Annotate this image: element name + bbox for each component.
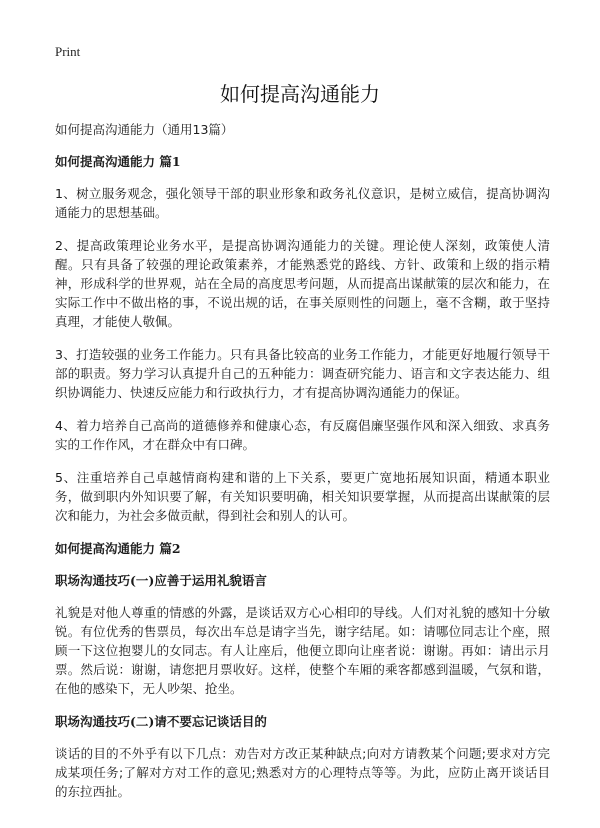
- paragraph: 礼貌是对他人尊重的情感的外露，是谈话双方心心相印的导线。人们对礼貌的感知十分敏锐。有位优秀的售票员，每次出车总是请字当先，谢字结尾。如：请哪位同志让个座，照顾一下这位抱婴儿的女同志。有人让座后，他便立即向让座者说：谢谢。再如：请出示月票。然后说：谢谢，请您把月票收好。这样，使整个车厢的乘客都感到温暖，气氛和谐，在他的感染下，无人吵架、抢坐。: [55, 605, 550, 696]
- print-link[interactable]: Print: [55, 44, 81, 59]
- document-body: [55, 120, 550, 815]
- section-heading: 如何提高沟通能力 篇1: [55, 154, 181, 169]
- paragraph: 5、注重培养自己卓越情商构建和谐的上下关系，要更广宽地拓展知识面，精通本职业务，做到职内外知识要了解，有关知识要明确，相关知识要掌握，从而提高出谋献策的层次和能力，为社会多做贡献，得到社会和别人的认可。: [55, 470, 550, 523]
- paragraph: 2、提高政策理论业务水平，是提高协调沟通能力的关键。理论使人深刻，政策使人清醒。只有具备了较强的理论政策素养，才能熟悉党的路线、方针、政策和上级的指示精神，形成科学的世界观，站在全局的高度思考问题，从而提高出谋献策的层次和能力，在实际工作中不做出格的事，不说出规的话，在事关原则性的问题上，毫不含糊，敢于坚持真理，才能使人敬佩。: [55, 238, 550, 329]
- paragraph: 4、着力培养自己高尚的道德修养和健康心态，有反腐倡廉坚强作风和深入细致、求真务实的工作作风，才在群众中有口碑。: [55, 418, 550, 452]
- paragraph: 1、树立服务观念，强化领导干部的职业形象和政务礼仪意识，是树立威信，提高协调沟通能力的思想基础。: [55, 186, 550, 220]
- paragraph: 谈话的目的不外乎有以下几点：劝告对方改正某种缺点;向对方请教某个问题;要求对方完成某项任务;了解对方对工作的意见;熟悉对方的心理特点等等。为此，应防止离开谈话目的东拉西扯。: [55, 746, 550, 799]
- section-heading: 如何提高沟通能力 篇2: [55, 541, 181, 556]
- section-heading: 职场沟通技巧(一)应善于运用礼貌语言: [55, 573, 267, 588]
- page-title: 如何提高沟通能力: [220, 82, 380, 106]
- section-heading: 职场沟通技巧(二)请不要忘记谈话目的: [55, 714, 267, 729]
- paragraph: 3、打造较强的业务工作能力。只有具备比较高的业务工作能力，才能更好地履行领导干部的职责。努力学习认真提升自己的五种能力：调查研究能力、语言和文字表达能力、组织协调能力、快速反应能力和行政执行力，才有提高协调沟通能力的保证。: [55, 347, 550, 400]
- document-subtitle: 如何提高沟通能力（通用13篇）: [55, 122, 234, 137]
